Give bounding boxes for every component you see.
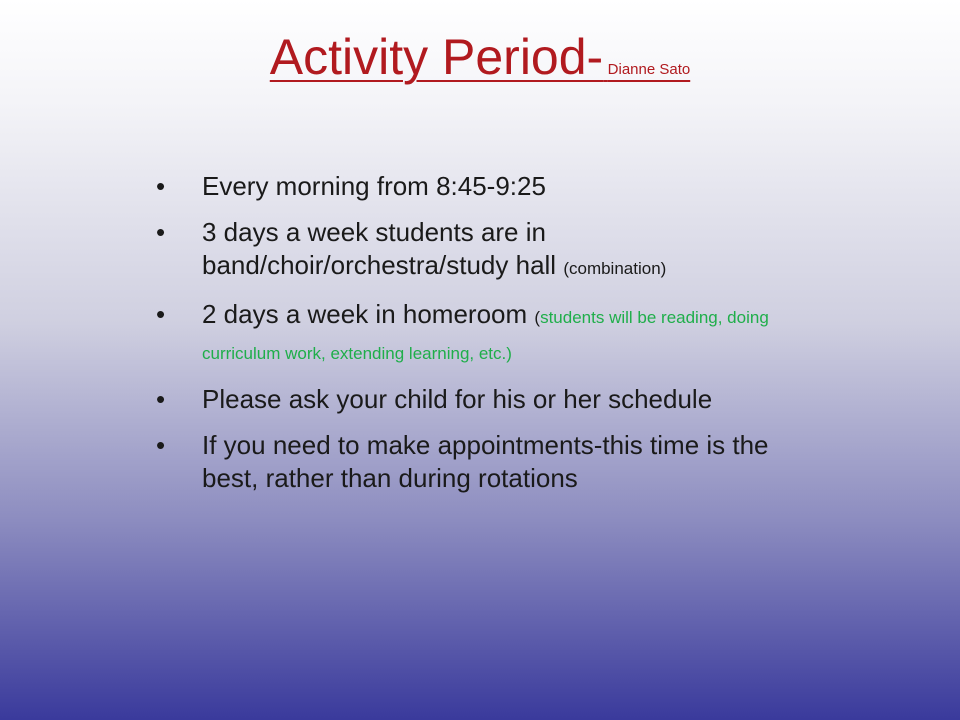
bullet-item <box>156 429 806 495</box>
bullet-item <box>156 298 806 370</box>
bullet-text: 2 days a week in homeroom <box>202 299 528 329</box>
bullet-item <box>156 170 806 203</box>
bullet-icon: • <box>156 299 166 329</box>
bullet-text: Every morning from 8:45-9:25 <box>202 171 546 201</box>
bullet-icon: • <box>156 171 166 201</box>
bullet-icon: • <box>156 384 166 414</box>
bullet-icon: • <box>156 217 166 247</box>
bullet-note-paren: ( <box>534 308 541 327</box>
bullet-icon: • <box>156 430 166 460</box>
bullet-text: If you need to make appointments-this time is the best, rather than during rotations <box>202 430 769 493</box>
title-presenter: Dianne Sato <box>607 61 691 78</box>
bullet-note: (combination) <box>563 259 667 278</box>
bullet-note-green: students will be reading, doing curriculum work, extending learning, etc.) <box>202 308 769 363</box>
bullet-item <box>156 383 806 416</box>
bullet-list <box>156 170 806 508</box>
bullet-text: Please ask your child for his or her schedule <box>202 384 713 414</box>
title-main: Activity Period- <box>269 29 604 85</box>
bullet-text: 3 days a week students are in band/choir/orchestra/study hall <box>202 217 557 280</box>
bullet-item <box>156 216 806 285</box>
slide-title <box>0 28 960 86</box>
slide-title-underlined <box>269 29 691 85</box>
